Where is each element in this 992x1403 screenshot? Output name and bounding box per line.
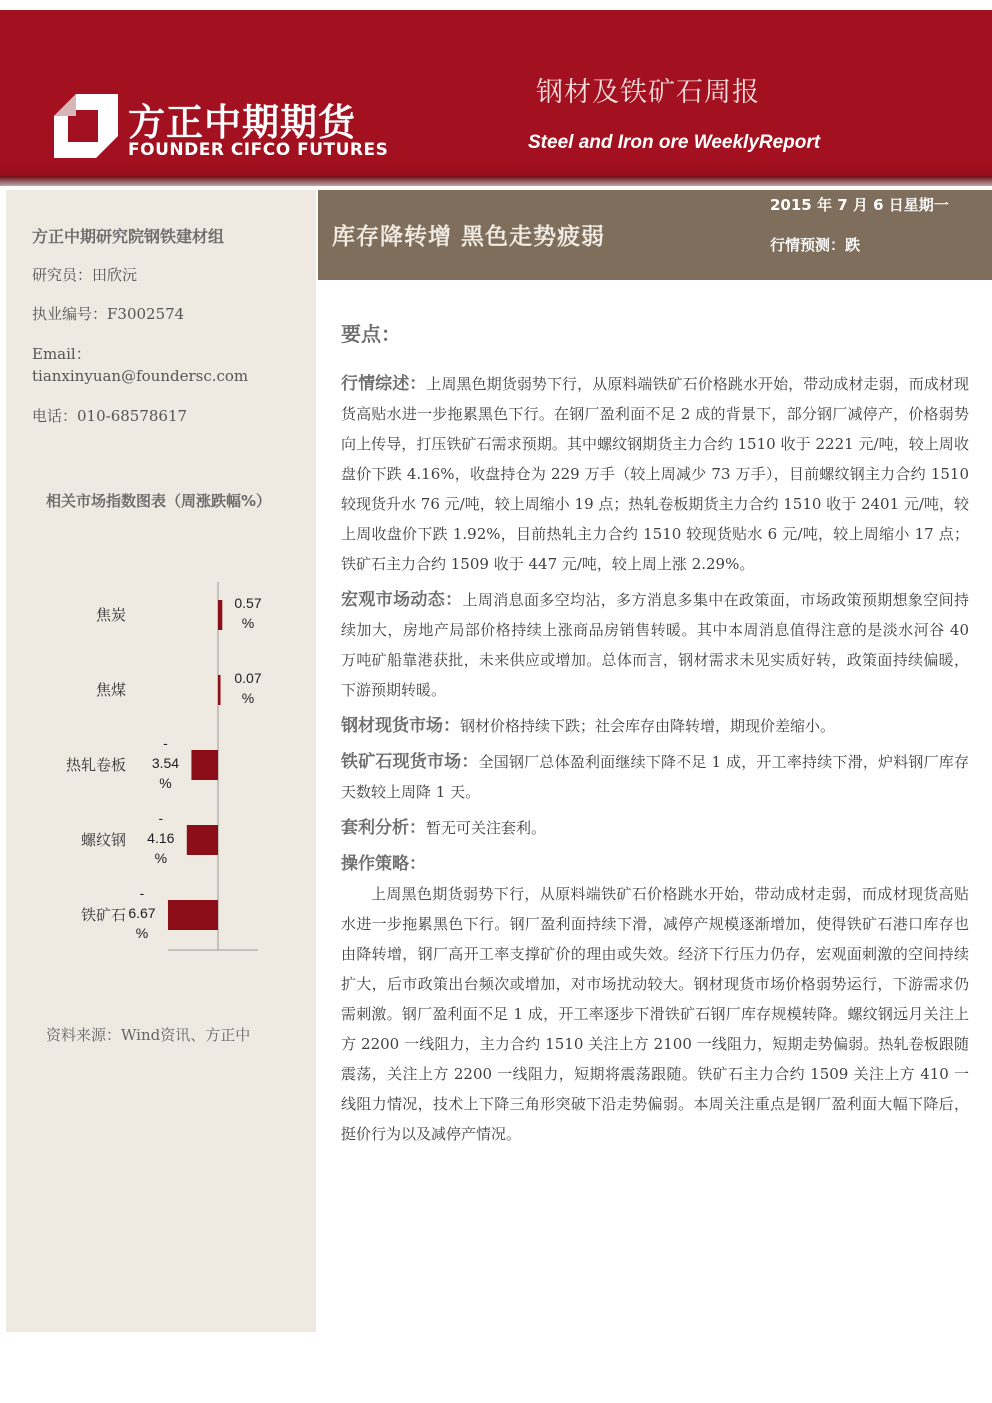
sidebar: [6, 190, 316, 1332]
chart-value-label-line: -: [163, 735, 168, 751]
section-steel-spot: [341, 711, 969, 741]
chart-bar: [191, 750, 218, 780]
chart-value-label-line: 4.16: [147, 830, 175, 846]
chart-value-label-line: %: [159, 775, 172, 791]
logo-chinese-name: 方正中期期货: [128, 101, 356, 144]
section-text: 上周消息面多空均沾，多方消息多集中在政策面，市场政策预期想象空间持续加大，房地产局部价格持续上涨商品房销售转暖。其中本周消息值得注意的是淡水河谷 40 万吨矿船靠港获批，未来供应或增加。总体而言，钢材需求未见实质好转，政策面持续偏暖，下游预期转暖。: [341, 591, 969, 699]
chart-value-label-line: 6.67: [128, 905, 156, 921]
email-label: Email：: [32, 345, 91, 363]
chart-value-label-line: %: [135, 925, 149, 941]
data-source: 资料来源：Wind资讯、方正中: [46, 1026, 251, 1044]
strategy-text: 上周黑色期货弱势下行，从原料端铁矿石价格跳水开始，带动成材走弱，而成材现货高贴水进一步拖累黑色下行。钢厂盈利面持续下滑，减停产规模逐渐增加，使得铁矿石港口库存也由降转增，钢厂高开工率支撑矿价的理由或失效。经济下行压力仍存，宏观面刺激的空间持续扩大，后市政策出台频次或增加，对市场扰动较大。钢材现货市场价格弱势运行，下游需求仍需刺激。钢厂盈利面不足 1 成，开工率逐步下滑铁矿石钢厂库存规模转降。螺纹钢远月关注上方 2200 一线阻力，主力合约 1510 关注上方 2100 一线阻力，短期走势偏弱。热轧卷板跟随震荡，关注上方 2200 一线阻力，短期将震荡跟随。铁矿石主力合约 1509 关注上方 410 一线阻力情况，技术上下降三角形突破下沿走势偏弱。本周关注重点是钢厂盈利面大幅下降后，挺价行为以及减停产情况。: [341, 885, 969, 1143]
weekly-change-bar-chart: [6, 570, 316, 990]
section-label: 宏观市场动态：: [341, 590, 463, 610]
header-banner: [0, 10, 992, 186]
chart-value-label-line: 0.07: [234, 670, 262, 686]
chart-value-label: [152, 735, 179, 791]
section-text: 暂无可关注套利。: [426, 819, 547, 837]
chart-title: 相关市场指数图表（周涨跌幅%）: [46, 492, 272, 510]
section-arbitrage: [341, 813, 969, 843]
key-points-title: 要点：: [341, 322, 401, 346]
section-text: 全国钢厂总体盈利面继续下降不足 1 成，开工率持续下滑，炉料钢厂库存天数较上周降 1 天。: [341, 753, 970, 801]
chart-value-label: [234, 595, 261, 631]
banner-shadow: [0, 176, 992, 186]
main-content: [341, 318, 969, 1155]
report-title-cn: 钢材及铁矿石周报: [536, 77, 760, 108]
chart-bar: [168, 900, 218, 930]
chart-bar: [218, 600, 222, 630]
chart-value-label-line: -: [139, 885, 145, 901]
email-address[interactable]: tianxinyuan@foundersc.com: [32, 367, 249, 385]
chart-category-label: 螺纹钢: [80, 831, 126, 849]
chart-value-label-line: -: [158, 810, 164, 826]
market-forecast: 行情预测：跌: [770, 236, 861, 254]
founder-logo-icon: [54, 94, 118, 158]
strategy-title: 操作策略：: [341, 854, 426, 874]
chart-value-label: [128, 885, 155, 941]
title-bar: [318, 190, 992, 280]
section-iron-ore-spot: [341, 747, 969, 807]
chart-category-label: 热轧卷板: [65, 756, 126, 774]
section-text: 钢材价格持续下跌；社会库存由降转增，期现价差缩小。: [460, 717, 836, 735]
chart-category-label: 焦煤: [95, 681, 126, 699]
chart-value-label: [147, 810, 174, 866]
research-group: 方正中期研究院钢铁建材组: [32, 227, 225, 246]
section-label: 行情综述：: [341, 374, 427, 394]
report-title-en: Steel and Iron ore WeeklyReport: [528, 132, 821, 153]
chart-value-label-line: %: [154, 850, 168, 866]
report-date: 2015 年 7 月 6 日星期一: [770, 196, 949, 214]
chart-bar: [187, 825, 218, 855]
section-label: 套利分析：: [341, 818, 426, 838]
section-market-review: [341, 369, 969, 579]
section-macro: [341, 585, 969, 705]
chart-value-label-line: %: [241, 690, 255, 706]
section-text: 上周黑色期货弱势下行，从原料端铁矿石价格跳水开始，带动成材走弱，而成材现货高贴水进一步拖累黑色下行。在钢厂盈利面不足 2 成的背景下，部分钢厂减停产，价格弱势向上传导，打压铁矿石需求预期。其中螺纹钢期货主力合约 1510 收于 2221 元/吨，较上周收盘价下跌 4.16%，收盘持仓为 229 万手（较上周减少 73 万手），目前螺纹钢主力合约 1510 较现货升水 76 元/吨，较上周缩小 19 点；热轧卷板期货主力合约 1510 收于 2401 元/吨，较上周收盘价下跌 1.92%，目前热轧主力合约 1510 较现货贴水 6 元/吨，较上周缩小 17 点；铁矿石主力合约 1509 收于 447 元/吨，较上周上涨 2.29%。: [341, 375, 969, 573]
chart-value-label: [234, 670, 261, 706]
section-label: 铁矿石现货市场：: [341, 752, 479, 772]
phone-number: 电话：010-68578617: [32, 407, 188, 425]
chart-category-label: 铁矿石: [80, 906, 126, 924]
license-number: 执业编号：F3002574: [32, 305, 185, 323]
chart-category-label: 焦炭: [95, 606, 126, 624]
analyst-name: 研究员：田欣沅: [32, 266, 138, 284]
chart-bar: [218, 675, 221, 705]
chart-value-label-line: %: [241, 615, 255, 631]
chart-value-label-line: 0.57: [234, 595, 262, 611]
logo-english-name: FOUNDER CIFCO FUTURES: [128, 140, 389, 160]
report-headline: 库存降转增 黑色走势疲弱: [332, 224, 606, 250]
chart-value-label-line: 3.54: [151, 755, 180, 771]
section-label: 钢材现货市场：: [341, 716, 460, 736]
